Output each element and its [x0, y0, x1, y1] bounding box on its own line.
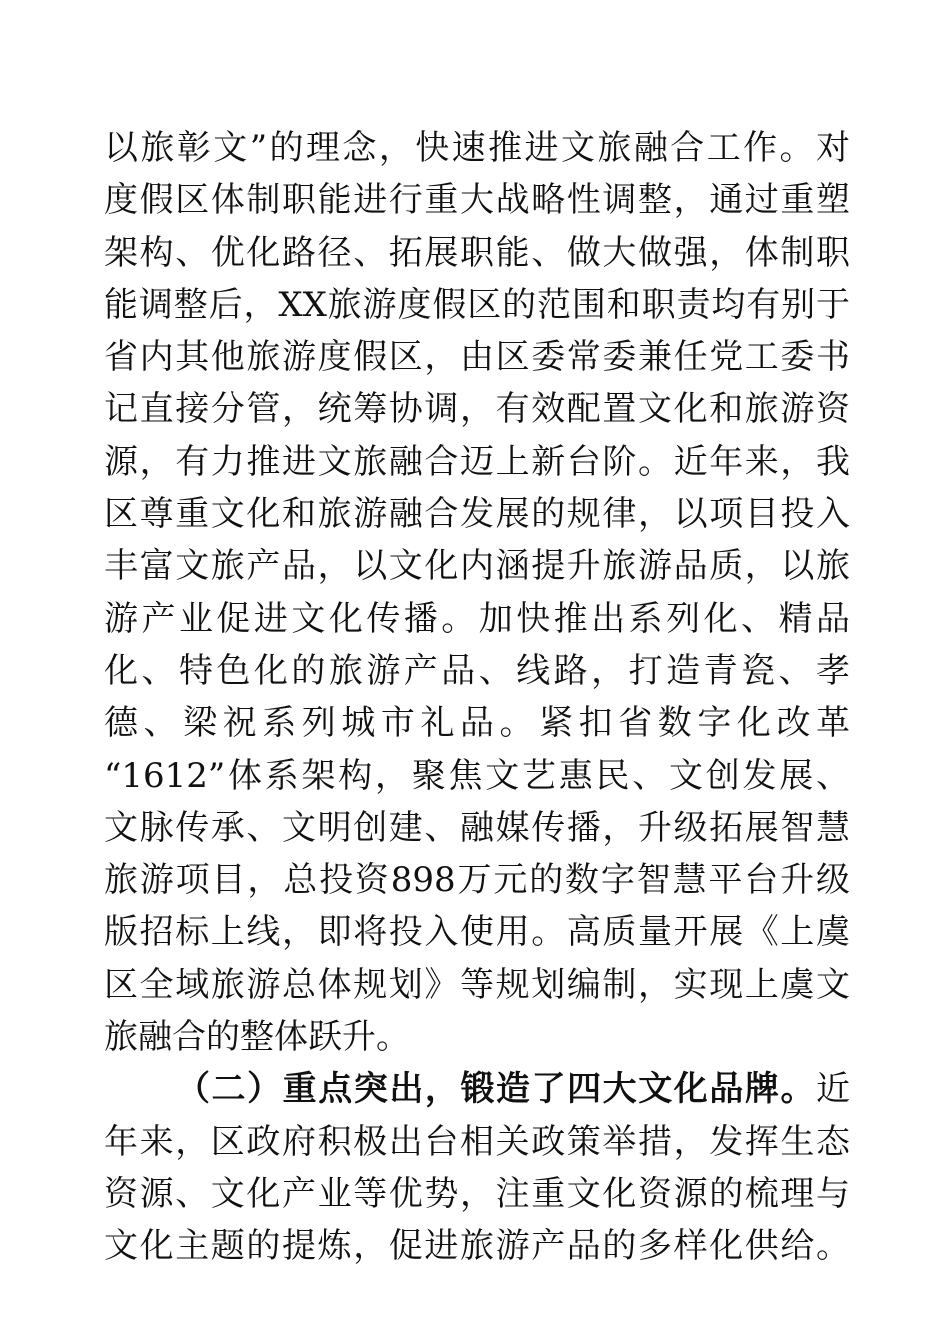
paragraph-line: 度假区体制职能进行重大战略性调整，通过重塑 — [104, 180, 850, 221]
section-heading: （二）重点突出，锻造了四大文化品牌。 — [176, 1069, 816, 1110]
paragraph-line: 以旅彰文”的理念，快速推进文旅融合工作。对 — [104, 128, 850, 168]
paragraph-line: 能调整后，XX旅游度假区的范围和职责均有别于 — [104, 284, 850, 325]
paragraph-line: 旅融合的整体跃升。 — [104, 1017, 410, 1058]
paragraph-line: 德、梁祝系列城市礼品。紧扣省数字化改革 — [104, 703, 850, 744]
paragraph-line: 架构、优化路径、拓展职能、做大做强，体制职 — [104, 232, 850, 273]
paragraph-line: 年来，区政府积极出台相关政策举措，发挥生态 — [104, 1121, 850, 1162]
paragraph-line: 区全域旅游总体规划》等规划编制，实现上虞文 — [104, 964, 850, 1005]
paragraph-line: “1612”体系架构，聚焦文艺惠民、文创发展、 — [104, 755, 850, 796]
paragraph-line: 版招标上线，即将投入使用。高质量开展《上虞 — [104, 912, 850, 953]
paragraph-line: 记直接分管，统筹协调，有效配置文化和旅游资 — [104, 389, 850, 430]
paragraph-line: 文化主题的提炼，促进旅游产品的多样化供给。 — [104, 1226, 850, 1267]
paragraph-line: 丰富文旅产品，以文化内涵提升旅游品质，以旅 — [104, 546, 850, 587]
paragraph-line: 旅游项目，总投资898万元的数字智慧平台升级 — [104, 860, 850, 901]
section-heading-line — [104, 1063, 850, 1115]
paragraph-line: 源，有力推进文旅融合迈上新台阶。近年来，我 — [104, 441, 850, 482]
paragraph-line: 省内其他旅游度假区，由区委常委兼任党工委书 — [104, 337, 850, 378]
body-text — [104, 122, 850, 1273]
paragraph-line: 化、特色化的旅游产品、线路，打造青瓷、孝 — [104, 650, 850, 691]
paragraph-line: 游产业促进文化传播。加快推出系列化、精品 — [104, 598, 850, 639]
paragraph-line: 资源、文化产业等优势，注重文化资源的梳理与 — [104, 1173, 850, 1214]
paragraph-line: 文脉传承、文明创建、融媒传播，升级拓展智慧 — [104, 807, 850, 848]
paragraph-line: 区尊重文化和旅游融合发展的规律，以项目投入 — [104, 494, 850, 535]
heading-line-continuation: 近 — [816, 1069, 850, 1110]
